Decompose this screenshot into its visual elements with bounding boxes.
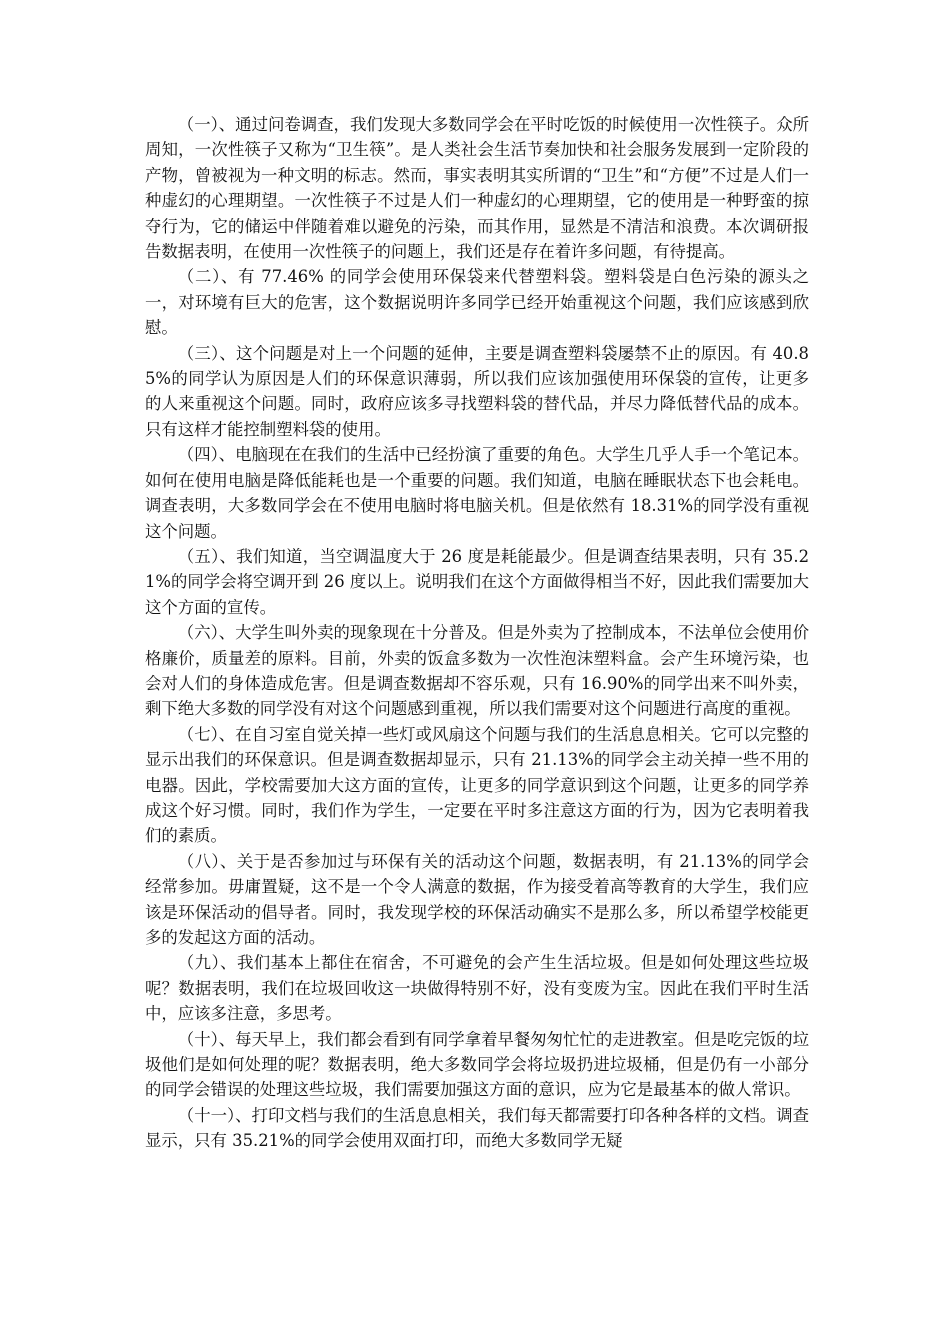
paragraph-9: （九）、我们基本上都住在宿舍，不可避免的会产生生活垃圾。但是如何处理这些垃圾呢？数据表明，我们在垃圾回收这一块做得特别不好，没有变废为宝。因此在我们平时生活中，应该多注意，多思考。 [145,953,809,1024]
paragraph-4: （四）、电脑现在在我们的生活中已经扮演了重要的角色。大学生几乎人手一个笔记本。如何在使用电脑是降低能耗也是一个重要的问题。我们知道，电脑在睡眠状态下也会耗电。调查表明，大多数同学会在不使用电脑时将电脑关机。但是依然有 18.31%的同学没有重视这个问题。 [145,445,809,541]
document-body [145,112,809,1154]
paragraph-10: （十）、每天早上，我们都会看到有同学拿着早餐匆匆忙忙的走进教室。但是吃完饭的垃圾他们是如何处理的呢？数据表明，绝大多数同学会将垃圾扔进垃圾桶，但是仍有一小部分的同学会错误的处理这些垃圾，我们需要加强这方面的意识，应为它是最基本的做人常识。 [145,1029,809,1100]
paragraph-11: （十一）、打印文档与我们的生活息息相关，我们每天都需要打印各种各样的文档。调查显示，只有 35.21%的同学会使用双面打印，而绝大多数同学无疑 [145,1105,809,1151]
paragraph-2: （二）、有 77.46% 的同学会使用环保袋来代替塑料袋。塑料袋是白色污染的源头之一，对环境有巨大的危害，这个数据说明许多同学已经开始重视这个问题，我们应该感到欣慰。 [145,267,809,338]
paragraph-6: （六）、大学生叫外卖的现象现在十分普及。但是外卖为了控制成本，不法单位会使用价格廉价，质量差的原料。目前，外卖的饭盒多数为一次性泡沫塑料盒。会产生环境污染，也会对人们的身体造成危害。但是调查数据却不容乐观，只有 16.90%的同学出来不叫外卖，剩下绝大多数的同学没有对这个问题感到重视，所以我们需要对这个问题进行高度的重视。 [145,623,809,719]
paragraph-5: （五）、我们知道，当空调温度大于 26 度是耗能最少。但是调查结果表明，只有 35.21%的同学会将空调开到 26 度以上。说明我们在这个方面做得相当不好，因此我们需要加大这个方面的宣传。 [145,546,809,617]
paragraph-7: （七）、在自习室自觉关掉一些灯或风扇这个问题与我们的生活息息相关。它可以完整的显示出我们的环保意识。但是调查数据却显示，只有 21.13%的同学会主动关掉一些不用的电器。因此，学校需要加大这方面的宣传，让更多的同学意识到这个问题，让更多的同学养成这个好习惯。同时，我们作为学生，一定要在平时多注意这方面的行为，因为它表明着我们的素质。 [145,724,809,846]
paragraph-1: （一）、通过问卷调查，我们发现大多数同学会在平时吃饭的时候使用一次性筷子。众所周知，一次性筷子又称为“卫生筷”。是人类社会生活节奏加快和社会服务发展到一定阶段的产物，曾被视为一种文明的标志。然而，事实表明其实所谓的“卫生”和“方便”不过是人们一种虚幻的心理期望。一次性筷子不过是人们一种虚幻的心理期望，它的使用是一种野蛮的掠夺行为，它的储运中伴随着难以避免的污染，而其作用，显然是不清洁和浪费。本次调研报告数据表明，在使用一次性筷子的问题上，我们还是存在着许多问题，有待提高。 [145,115,809,262]
paragraph-8: （八）、关于是否参加过与环保有关的活动这个问题，数据表明，有 21.13%的同学会经常参加。毋庸置疑，这不是一个令人满意的数据，作为接受着高等教育的大学生，我们应该是环保活动的倡导者。同时，我发现学校的环保活动确实不是那么多，所以希望学校能更多的发起这方面的活动。 [145,851,809,947]
paragraph-3: （三）、这个问题是对上一个问题的延伸，主要是调查塑料袋屡禁不止的原因。有 40.85%的同学认为原因是人们的环保意识薄弱，所以我们应该加强使用环保袋的宣传，让更多的人来重视这个问题。同时，政府应该多寻找塑料袋的替代品，并尽力降低替代品的成本。只有这样才能控制塑料袋的使用。 [145,343,809,439]
